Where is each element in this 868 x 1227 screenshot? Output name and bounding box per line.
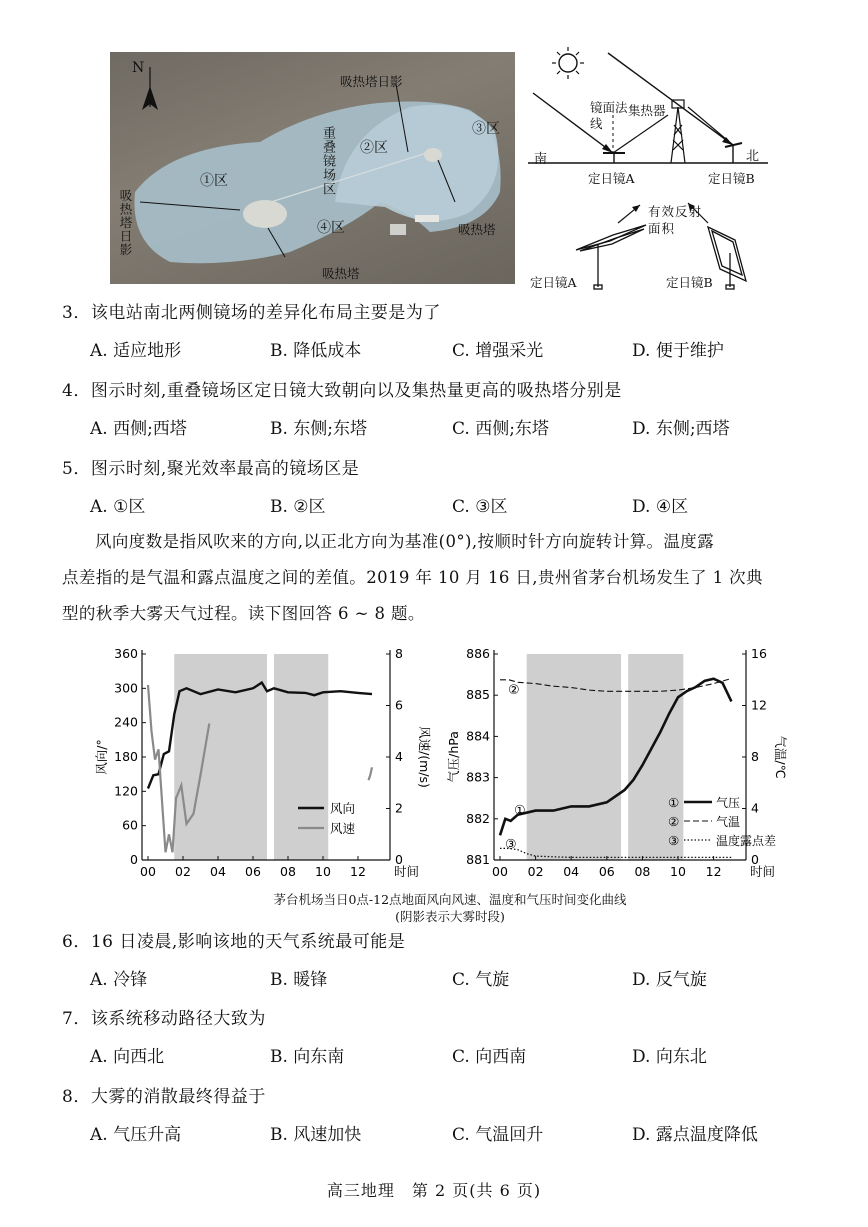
left-tick-label: 0 bbox=[130, 852, 138, 867]
q5-option-a[interactable]: A. ①区 bbox=[90, 497, 146, 517]
left-tick-label: 360 bbox=[114, 646, 138, 661]
x-axis-title: 时间 bbox=[394, 864, 420, 879]
question-8-stem: 8．大雾的消散最终得益于 bbox=[62, 1087, 266, 1107]
left-tick-label: 882 bbox=[466, 810, 490, 826]
q4-option-b[interactable]: B. 东侧;东塔 bbox=[270, 419, 368, 439]
legend-label: 风向 bbox=[330, 801, 356, 816]
right-tick-label: 16 bbox=[751, 646, 767, 661]
x-tick-label: 08 bbox=[280, 864, 296, 879]
right-tick-label: 4 bbox=[751, 800, 759, 816]
q5-option-d[interactable]: D. ④区 bbox=[632, 497, 689, 517]
x-tick-label: 00 bbox=[140, 864, 156, 879]
mirror-b-label: 定日镜B bbox=[708, 171, 755, 186]
tower-label-right: 吸热塔 bbox=[458, 222, 496, 237]
x-tick-label: 06 bbox=[245, 864, 261, 879]
right-tick-label: 8 bbox=[395, 646, 403, 661]
right-tick-label: 0 bbox=[751, 852, 759, 867]
q3-option-c[interactable]: C. 增强采光 bbox=[452, 341, 544, 361]
q4-option-d[interactable]: D. 东侧;西塔 bbox=[632, 419, 730, 439]
series-marker-3: ③ bbox=[505, 837, 517, 853]
figure-caption: 茅台机场当日0点-12点地面风向风速、温度和气压时间变化曲线 bbox=[273, 892, 627, 907]
north-label: N bbox=[132, 60, 145, 76]
left-axis-title: 气压/hPa bbox=[446, 731, 461, 783]
right-tick-label: 4 bbox=[395, 749, 403, 764]
right-tick-label: 8 bbox=[751, 749, 759, 764]
zone-1-label: ①区 bbox=[200, 173, 228, 189]
effective-area-label: 有效反射面积 bbox=[648, 204, 703, 236]
x-tick-label: 12 bbox=[705, 864, 722, 879]
solar-field-photo bbox=[110, 52, 515, 284]
zone-3-label: ③区 bbox=[472, 121, 500, 137]
left-tick-label: 885 bbox=[466, 687, 490, 703]
x-tick-label: 10 bbox=[315, 864, 331, 879]
legend-marker: ① bbox=[668, 795, 680, 810]
q5-option-b[interactable]: B. ②区 bbox=[270, 497, 326, 517]
q4-option-a[interactable]: A. 西侧;西塔 bbox=[90, 419, 187, 439]
q4-option-c[interactable]: C. 西侧;东塔 bbox=[452, 419, 549, 439]
question-3-stem: 3．该电站南北两侧镜场的差异化布局主要是为了 bbox=[62, 303, 441, 323]
left-tick-label: 883 bbox=[466, 769, 490, 785]
left-tick-label: 300 bbox=[114, 680, 138, 696]
x-tick-label: 04 bbox=[563, 864, 580, 879]
left-tick-label: 180 bbox=[114, 749, 138, 764]
tower-shadow-label-left: 吸热塔日影 bbox=[118, 189, 133, 257]
collector-label: 集热器 bbox=[628, 103, 666, 118]
x-tick-label: 04 bbox=[210, 864, 226, 879]
right-tick-label: 12 bbox=[751, 697, 767, 713]
q7-option-c[interactable]: C. 向西南 bbox=[452, 1047, 527, 1067]
wind-chart bbox=[94, 640, 432, 890]
legend-label: 气压 bbox=[716, 796, 741, 810]
q3-option-b[interactable]: B. 降低成本 bbox=[270, 341, 362, 361]
fog-period-shade-1 bbox=[174, 654, 267, 860]
q6-option-d[interactable]: D. 反气旋 bbox=[632, 970, 707, 990]
x-tick-label: 12 bbox=[350, 864, 366, 879]
legend-marker: ③ bbox=[668, 833, 680, 848]
question-5-stem: 5．图示时刻,聚光效率最高的镜场区是 bbox=[62, 459, 360, 479]
question-7-stem: 7．该系统移动路径大致为 bbox=[62, 1009, 266, 1029]
zone-4-label: ④区 bbox=[317, 220, 345, 236]
x-tick-label: 00 bbox=[492, 864, 508, 879]
passage-line-1: 风向度数是指风吹来的方向,以正北方向为基准(0°),按顺时针方向旋转计算。温度露 bbox=[95, 532, 715, 551]
tower-shadow-label-top: 吸热塔日影 bbox=[340, 74, 403, 89]
pressure-temp-chart bbox=[448, 640, 793, 890]
x-tick-label: 06 bbox=[598, 864, 615, 879]
north-direction-label: 北 bbox=[746, 149, 760, 164]
x-axis-title: 时间 bbox=[750, 864, 776, 879]
q7-option-d[interactable]: D. 向东北 bbox=[632, 1047, 707, 1067]
mirror-a-label-2: 定日镜A bbox=[530, 275, 577, 290]
left-tick-label: 881 bbox=[466, 852, 490, 867]
left-tick-label: 884 bbox=[466, 728, 490, 744]
left-axis-title: 风向/° bbox=[94, 739, 109, 775]
page-footer: 高三地理 第 2 页(共 6 页) bbox=[326, 1181, 542, 1200]
figure-caption-note: (阴影表示大雾时段) bbox=[395, 909, 505, 924]
right-axis-title: 风速/(m/s) bbox=[417, 726, 432, 788]
legend-marker: ② bbox=[668, 814, 680, 829]
heliostat-diagram bbox=[528, 45, 778, 295]
series-marker-1: ① bbox=[514, 803, 526, 819]
mirror-b-label-2: 定日镜B bbox=[666, 275, 713, 290]
right-axis-title: 气温/℃ bbox=[773, 735, 788, 779]
q5-option-c[interactable]: C. ③区 bbox=[452, 497, 508, 517]
overlap-zone-label: 重叠镜场区 bbox=[320, 126, 335, 196]
series-marker-2: ② bbox=[508, 682, 520, 698]
tower-label-bottom: 吸热塔 bbox=[322, 266, 360, 281]
zone-2-label: ②区 bbox=[360, 140, 388, 156]
legend-label: 风速 bbox=[330, 821, 356, 836]
legend-label: 气温 bbox=[716, 815, 741, 829]
q7-option-a[interactable]: A. 向西北 bbox=[90, 1047, 165, 1067]
right-tick-label: 2 bbox=[395, 800, 403, 816]
mirror-a-label: 定日镜A bbox=[588, 171, 635, 186]
q6-option-c[interactable]: C. 气旋 bbox=[452, 970, 510, 990]
left-tick-label: 886 bbox=[466, 646, 490, 661]
question-4-stem: 4．图示时刻,重叠镜场区定日镜大致朝向以及集热量更高的吸热塔分别是 bbox=[62, 381, 622, 401]
q3-option-d[interactable]: D. 便于维护 bbox=[632, 341, 724, 361]
q7-option-b[interactable]: B. 向东南 bbox=[270, 1047, 345, 1067]
mirror-normal-label: 镜面法线 bbox=[590, 100, 628, 131]
q8-option-b[interactable]: B. 风速加快 bbox=[270, 1125, 362, 1145]
left-tick-label: 60 bbox=[122, 817, 138, 833]
left-tick-label: 240 bbox=[114, 714, 138, 730]
south-label: 南 bbox=[534, 152, 548, 167]
q8-option-c[interactable]: C. 气温回升 bbox=[452, 1125, 544, 1145]
x-tick-label: 08 bbox=[634, 864, 651, 879]
passage-line-3: 型的秋季大雾天气过程。读下图回答 6 ~ 8 题。 bbox=[62, 604, 425, 623]
q3-option-a[interactable]: A. 适应地形 bbox=[90, 341, 182, 361]
q6-option-b[interactable]: B. 暖锋 bbox=[270, 970, 328, 990]
series-line-3 bbox=[369, 767, 373, 780]
x-tick-label: 02 bbox=[527, 864, 544, 879]
question-6-stem: 6．16 日凌晨,影响该地的天气系统最可能是 bbox=[62, 932, 406, 952]
legend-label: 温度露点差 bbox=[716, 834, 777, 848]
passage-line-2: 点差指的是气温和露点温度之间的差值。2019 年 10 月 16 日,贵州省茅台机场发生了 1 次典 bbox=[62, 568, 763, 587]
fog-period-shade-2 bbox=[628, 654, 683, 860]
q8-option-d[interactable]: D. 露点温度降低 bbox=[632, 1125, 758, 1145]
left-tick-label: 120 bbox=[114, 783, 138, 799]
right-tick-label: 0 bbox=[395, 852, 403, 867]
x-tick-label: 10 bbox=[670, 864, 686, 879]
x-tick-label: 02 bbox=[175, 864, 191, 879]
right-tick-label: 6 bbox=[395, 697, 403, 713]
photo-drawing bbox=[110, 52, 515, 284]
q8-option-a[interactable]: A. 气压升高 bbox=[90, 1125, 182, 1145]
q6-option-a[interactable]: A. 冷锋 bbox=[90, 970, 148, 990]
